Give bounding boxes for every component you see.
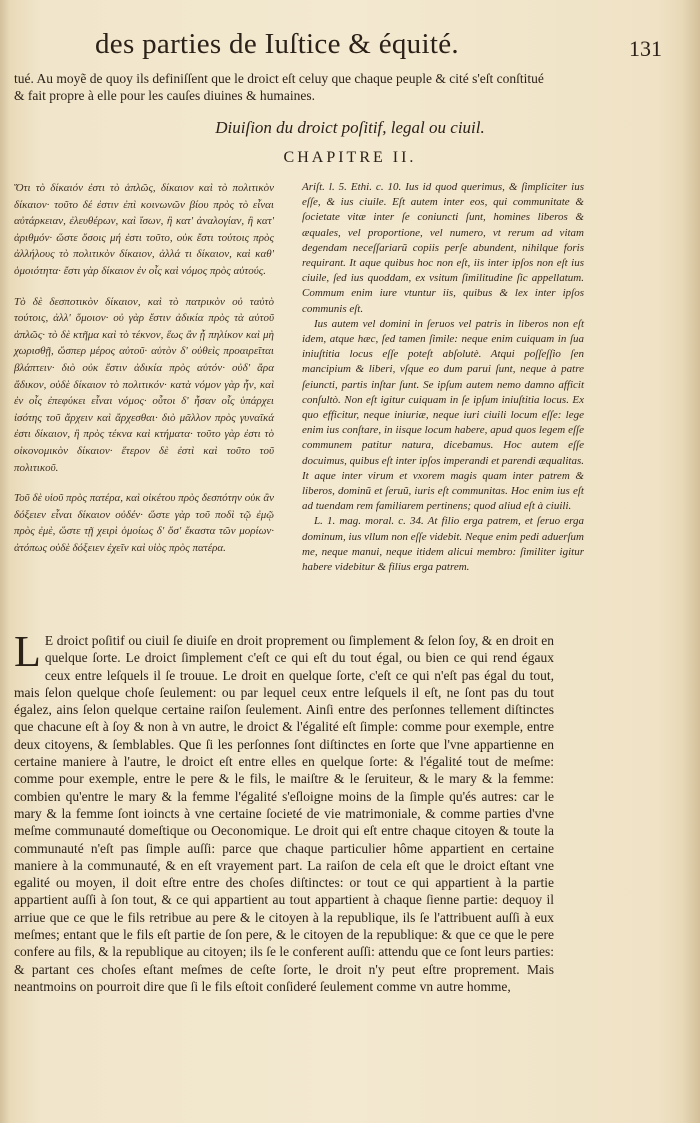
greek-paragraph-1: [14, 180, 274, 280]
greek-paragraph-text: Ὅτι τὸ δίκαιόν ἐστι τὸ ἁπλῶς, δίκαιον καὶ τὸ πολιτικὸν δίκαιον· τοῦτο δέ ἐστιν ἐπὶ κοινωνῶν βίου πρὸς τὸ εἶναι αὐτάρκειαν, ἐλευθέρων, καὶ ἴσων, ἢ κατ' ἀναλογίαν, ἢ κατ' ἀριθμόν· ὥστε ὅσοις μή ἐστι τοῦτο, οὐκ ἔστι τούτοις πρὸς ἀλλήλους τὸ πολιτικὸν δίκαιον, ἀλλά τι δίκαιον, καὶ καθ' ὁμοιότητα· ἔστι γὰρ δίκαιον ἐν οἷς καὶ νόμος πρὸς αὐτούς.: [14, 182, 274, 277]
drop-cap: L: [14, 627, 41, 676]
latin-paragraph-1: Ariſt. l. 5. Ethi. c. 10. Ius id quod querimus, & ſimpliciter ius eſſe, & ius ciuile. Eſt autem inter eos, qui communitate & ſocietate vitæ inter ſe coniuncti ſunt, homines liberos & æquales, vel proportione, vel numero, vt rerum ad vitam degendam neceſſariarũ copiis perſe abundent, nihilque foris requirant. It aque quibus hoc non eſt, iis inter ipſos non eſt ius ciuile, ſed ius quoddam, ex vsitum ſimilitudine ſic appellatum. Commum enim iure vtuntur iis, quibus & lex inter ipſos communis eſt.: [302, 181, 584, 315]
latin-column: [302, 180, 584, 575]
greek-paragraph-text: Τὸ δὲ δεσποτικὸν δίκαιον, καὶ τὸ πατρικὸν οὐ ταὐτὸ τούτοις, ἀλλ' ὅμοιον· οὐ γὰρ ἔστιν ἀδικία πρὸς τὰ αὑτοῦ ἁπλῶς· τὸ δὲ κτῆμα καὶ τὸ τέκνον, ἕως ἂν ᾖ πηλίκον καὶ μὴ χωρισθῇ, ὥσπερ μέρος αὐτοῦ· αὑτὸν δ' οὐθεὶς προαιρεῖται βλάπτειν· διὸ οὐκ ἔστιν ἀδικία πρὸς αὑτόν· οὐδ' ἄρα ἄδικον, οὐδὲ δίκαιον τὸ πολιτικόν· κατὰ νόμον γὰρ ἦν, καὶ ἐν οἷς ἐπεφύκει εἶναι νόμος· οὗτοι δ' ἦσαν οἷς ὑπάρχει ἰσότης τοῦ ἄρχειν καὶ ἄρχεσθαι· διὸ μᾶλλον πρὸς γυναῖκά ἐστι δίκαιον, ἢ πρὸς τέκνα καὶ κτήματα· τοῦτο γὰρ ἐστι τὸ οἰκονομικὸν δίκαιον· ἕτερον δὲ ἐστὶ καὶ τοῦτο τοῦ πολιτικοῦ.: [14, 295, 274, 474]
greek-paragraph-2: [14, 294, 274, 477]
page-gutter-shadow: [0, 0, 10, 1123]
greek-column: [14, 180, 274, 570]
latin-paragraph-3: L. 1. mag. moral. c. 34. At filio erga patrem, et ſeruo erga dominum, ius vllum non eſſe videbit. Neque enim pedi aduerſum me, neque manui, neque itidem alicui membro: ſimiliter igitur habere videbitur & filius erga patrem.: [302, 515, 584, 574]
intro-text: tué. Au moyẽ de quoy ils definiſſent que le droict eſt celuy que chaque peuple & cité s'eſt conſtitué & fait propre à elle pour les cauſes diuines & humaines.: [14, 71, 544, 103]
greek-paragraph-3: [14, 490, 274, 556]
page-edge-shadow: [682, 0, 700, 1123]
page-number: 131: [629, 36, 662, 61]
chapter-heading: CHAPITRE II.: [283, 149, 417, 166]
running-title: des parties de Iuſtice & équité.: [95, 28, 459, 60]
greek-paragraph-text: Τοῦ δὲ υἱοῦ πρὸς πατέρα, καὶ οἰκέτου πρὸς δεσπότην οὐκ ἂν δόξειεν εἶναι δίκαιον οὐδέν· ὥστε γὰρ τοῦ ποδὶ τῷ ἐμῷ πρὸς ἐμὲ, ὥστε τῇ χειρὶ ὁμοίως δ' ὅσ' ἕκαστα τῶν μορίων· ἀτόπως οὐδὲ δόξειεν ἐχεῖν καὶ υἱὸς πρὸς πατέρα.: [14, 492, 274, 554]
section-title: Diuiſion du droict poſitif, legal ou ciuil.: [215, 118, 485, 137]
main-paragraph: E droict poſitif ou ciuil ſe diuiſe en droit proprement ou ſimplement & ſelon ſoy, & en droit en quelque ſorte. Le droict ſimplement c'eſt ce qui eſt du tout égal, ou bien ce qui rend égaux ceux entre leſquels il ſe trouue. Le droit en quelque ſorte, c'eſt ce qui n'eſt pas égal du tout, mais ſelon quelque choſe ſeulement: ou par lequel ceux entre leſquels il eſt, ne ſont pas du tout égalez, ains ſelon quelque certaine raiſon ſeulement. Ainſi entre des perſonnes tellement diſtinctes que chacune eſt à ſoy & non à vn autre, le droict & l'égalité eſt ſimple: comme pour exemple, entre deux citoyens, & ſemblables. Que ſi les perſonnes ſont diſtinctes en ſorte que l'vne appartienne en certaine maniere à l'autre, le droict eſt entre elles en quelque ſorte: & l'égalité tout de meſme: comme pour exemple, entre le pere & le fils, le maiſtre & le ſeruiteur, & le mary & la femme: combien qu'entre le mary & la femme l'égalité s'eſloigne moins de la ſimple qu'és autres: car le mary & la femme ſont ioincts à vne certaine ſocieté de vie matrimoniale, & comme parties d'vne meſme communauté domeſtique ou Oeconomique. Le droit qui eſt entre chaque citoyen & toute la communauté n'eſt pas ſimple auſſi: parce que chaque particulier hôme appartient en certaine maniere à la communauté, & en eſt vrayement part. La raiſon de cela eſt que le droict eſtant vne egalité ou moyen, il doit eſtre entre des choſes diſtinctes: or tout ce qui appartient à la partie appartient auſſi à ſon tout, & ce qui appartient au tout appartient à chaque ſienne partie: dequoy il arriue que ce que le fils retribue au pere & le citoyen à la republique, ils ſe l'attribuent auſſi à eux meſmes; entant que le fils eſt partie de ſon pere, & le citoyen de la republique: & que ce que le pere confere au fils, & la republique au citoyen; ils ſe le conferent auſſi: attendu que ce ſont leurs parties: & partant ces choſes eſtant meſmes de ceſte ſorte, le droit n'y peut eſtre proprement. Mais neantmoins on pourroit dire que ſi le fils eſtoit conſideré ſeulement comme vn autre homme,: [14, 633, 554, 994]
main-text: [14, 627, 554, 995]
latin-paragraph-2: Ius autem vel domini in ſeruos vel patris in liberos non eſt idem, atque hæc, ſed tamen ſimile: neque enim cuiquam in ſua iniuſtitia locus eſſe poteſt abſolutè. Atqui poſſeſſio ſen mancipium & liberi, vſque eo dum parui ſunt, neque à patre ſeiuncti, partis inſtar ſunt. Se ipſum autem nemo damno afficit conſultò. Non eſt igitur cuiquam in ſe ipſum iniuſtitia locus. Ex quo efficitur, neque iniuriæ, neque iuri ciuili locum eſſe: lege enim ius conſtare, in iisque locum habere, apud quos legem eſſe communem patitur natura, dicebamus. Hoc autem eſſe docuimus, quibus eſt inter ipſos imperandi et parendi æqualitas. It aque inter virum et vxorem magis quam inter patrem & liberos, dominũ et ſeruũ, iuris eſt communitas. Hoc enim ius eſt ad tuendam rem familiarem pertinens; quod aliud eſt à ciuili.: [302, 317, 584, 513]
running-head: [0, 28, 700, 68]
